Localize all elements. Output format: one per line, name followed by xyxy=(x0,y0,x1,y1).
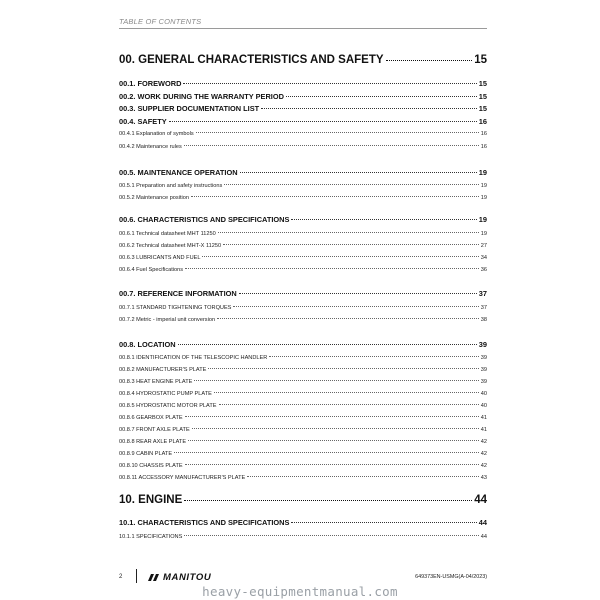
toc-entry-label: 00.7.1 STANDARD TIGHTENING TORQUES xyxy=(119,305,232,311)
toc-dot-leader xyxy=(223,244,479,245)
toc-dot-leader xyxy=(185,464,479,465)
toc-entry-label: 00.8.10 CHASSIS PLATE xyxy=(119,463,183,469)
toc-entry-label: 00.2. WORK DURING THE WARRANTY PERIOD xyxy=(119,92,284,101)
toc-dot-leader xyxy=(208,368,478,369)
toc-entry-label: 00.8.4 HYDROSTATIC PUMP PLATE xyxy=(119,391,212,397)
toc-entry-sub[interactable] xyxy=(119,463,487,469)
toc-entry-sub[interactable] xyxy=(119,195,487,201)
toc-entry-page-number: 15 xyxy=(478,92,487,101)
toc-dot-leader xyxy=(169,121,477,122)
toc-entry-page-number: 19 xyxy=(480,195,487,201)
toc-entry-page-number: 15 xyxy=(474,54,487,66)
toc-dot-leader xyxy=(194,380,478,381)
toc-entry-sub[interactable] xyxy=(119,267,487,273)
toc-entry-page-number: 16 xyxy=(480,144,487,150)
toc-entry-sub[interactable] xyxy=(119,231,487,237)
toc-entry-section[interactable] xyxy=(119,92,487,101)
toc-entry-sub[interactable] xyxy=(119,475,487,481)
toc-entry-sub[interactable] xyxy=(119,379,487,385)
toc-entry-page-number: 16 xyxy=(480,131,487,137)
toc-entry-label: 00.5. MAINTENANCE OPERATION xyxy=(119,168,238,177)
toc-entry-label: 00.6. CHARACTERISTICS AND SPECIFICATIONS xyxy=(119,215,290,224)
toc-entry-page-number: 15 xyxy=(478,79,487,88)
toc-entry-page-number: 37 xyxy=(480,305,487,311)
toc-entry-sub[interactable] xyxy=(119,144,487,150)
toc-entry-sub[interactable] xyxy=(119,183,487,189)
toc-entry-section[interactable] xyxy=(119,518,487,527)
toc-dot-leader xyxy=(233,306,478,307)
toc-entry-label: 00.4. SAFETY xyxy=(119,117,167,126)
toc-entry-sub[interactable] xyxy=(119,534,487,540)
toc-entry-page-number: 19 xyxy=(478,215,487,224)
toc-entry-sub[interactable] xyxy=(119,391,487,397)
toc-entry-page-number: 19 xyxy=(478,168,487,177)
toc-entry-sub[interactable] xyxy=(119,255,487,261)
toc-entry-sub[interactable] xyxy=(119,439,487,445)
toc-entry-sub[interactable] xyxy=(119,427,487,433)
toc-entry-section[interactable] xyxy=(119,215,487,224)
toc-entry-chapter[interactable] xyxy=(119,54,487,66)
toc-dot-leader xyxy=(224,184,479,185)
brand-logo-icon xyxy=(148,574,161,581)
toc-dot-leader xyxy=(214,392,479,393)
toc-entry-label: 00.6.4 Fuel Specifications xyxy=(119,267,184,273)
toc-entry-chapter[interactable] xyxy=(119,494,487,506)
toc-entry-label: 00.8.3 HEAT ENGINE PLATE xyxy=(119,379,193,385)
toc-dot-leader xyxy=(291,219,476,220)
toc-entry-label: 00. GENERAL CHARACTERISTICS AND SAFETY xyxy=(119,54,384,66)
toc-entry-page-number: 39 xyxy=(480,379,487,385)
toc-entry-label: 00.5.2 Maintenance position xyxy=(119,195,189,201)
toc-dot-leader xyxy=(386,60,473,61)
toc-entry-page-number: 39 xyxy=(478,340,487,349)
toc-entry-sub[interactable] xyxy=(119,451,487,457)
toc-entry-section[interactable] xyxy=(119,168,487,177)
toc-entry-page-number: 19 xyxy=(480,231,487,237)
toc-entry-sub[interactable] xyxy=(119,355,487,361)
toc-entry-sub[interactable] xyxy=(119,415,487,421)
toc-entry-sub[interactable] xyxy=(119,243,487,249)
toc-dot-leader xyxy=(196,132,479,133)
toc-entry-page-number: 34 xyxy=(480,255,487,261)
toc-entry-page-number: 42 xyxy=(480,451,487,457)
toc-dot-leader xyxy=(219,404,479,405)
toc-entry-sub[interactable] xyxy=(119,131,487,137)
toc-dot-leader xyxy=(286,96,477,97)
toc-entry-page-number: 19 xyxy=(480,183,487,189)
toc-entry-label: 00.8.2 MANUFACTURER'S PLATE xyxy=(119,367,207,373)
toc-dot-leader xyxy=(269,356,478,357)
toc-entry-page-number: 39 xyxy=(480,367,487,373)
toc-entry-page-number: 40 xyxy=(480,391,487,397)
toc-entry-label: 00.8. LOCATION xyxy=(119,340,176,349)
footer-divider xyxy=(136,569,137,583)
toc-entry-label: 00.7. REFERENCE INFORMATION xyxy=(119,289,237,298)
toc-entry-sub[interactable] xyxy=(119,367,487,373)
toc-entry-label: 00.4.2 Maintenance rules xyxy=(119,144,182,150)
toc-entry-label: 00.6.2 Technical datasheet MHT-X 11250 xyxy=(119,243,222,249)
toc-entry-page-number: 42 xyxy=(480,463,487,469)
toc-entry-page-number: 44 xyxy=(480,534,487,540)
toc-entry-label: 00.6.1 Technical datasheet MHT 11250 xyxy=(119,231,216,237)
toc-dot-leader xyxy=(184,500,472,501)
footer-doc-reference: 649373EN-USMG(A-04/2023) xyxy=(415,574,487,580)
toc-dot-leader xyxy=(185,416,479,417)
toc-entry-label: 00.3. SUPPLIER DOCUMENTATION LIST xyxy=(119,104,260,113)
toc-entry-section[interactable] xyxy=(119,79,487,88)
brand-logo xyxy=(148,572,211,583)
toc-entry-page-number: 40 xyxy=(480,403,487,409)
toc-dot-leader xyxy=(240,172,477,173)
toc-entry-label: 00.4.1 Explanation of symbols xyxy=(119,131,194,137)
toc-dot-leader xyxy=(217,318,479,319)
toc-entry-label: 00.8.8 REAR AXLE PLATE xyxy=(119,439,187,445)
watermark-text: heavy-equipmentmanual.com xyxy=(202,584,398,599)
toc-entry-sub[interactable] xyxy=(119,305,487,311)
toc-entry-page-number: 16 xyxy=(478,117,487,126)
footer-page-number: 2 xyxy=(119,574,123,580)
toc-entry-label: 10. ENGINE xyxy=(119,494,183,506)
toc-entry-page-number: 36 xyxy=(480,267,487,273)
toc-entry-page-number: 37 xyxy=(478,289,487,298)
toc-entry-page-number: 44 xyxy=(474,494,487,506)
toc-dot-leader xyxy=(178,344,477,345)
toc-dot-leader xyxy=(291,522,476,523)
toc-entry-label: 10.1. CHARACTERISTICS AND SPECIFICATIONS xyxy=(119,518,290,527)
toc-entry-section[interactable] xyxy=(119,117,487,126)
toc-entry-section[interactable] xyxy=(119,340,487,349)
toc-entry-page-number: 15 xyxy=(478,104,487,113)
toc-entry-page-number: 27 xyxy=(480,243,487,249)
toc-entry-label: 00.7.2 Metric - imperial unit conversion xyxy=(119,317,216,323)
toc-entry-page-number: 38 xyxy=(480,317,487,323)
toc-dot-leader xyxy=(185,268,479,269)
toc-entry-label: 10.1.1 SPECIFICATIONS xyxy=(119,534,183,540)
toc-entry-page-number: 39 xyxy=(480,355,487,361)
toc-entry-sub[interactable] xyxy=(119,317,487,323)
toc-dot-leader xyxy=(202,256,478,257)
toc-dot-leader xyxy=(184,145,479,146)
toc-entry-label: 00.8.1 IDENTIFICATION OF THE TELESCOPIC HANDLER xyxy=(119,355,268,361)
toc-entry-page-number: 42 xyxy=(480,439,487,445)
toc-dot-leader xyxy=(184,535,478,536)
brand-logo-text: MANITOU xyxy=(163,572,212,583)
toc-entry-label: 00.8.9 CABIN PLATE xyxy=(119,451,173,457)
toc-entry-page-number: 41 xyxy=(480,427,487,433)
toc-dot-leader xyxy=(247,476,479,477)
toc-dot-leader xyxy=(183,83,476,84)
header-title: TABLE OF CONTENTS xyxy=(119,17,202,26)
toc-entry-label: 00.8.11 ACCESSORY MANUFACTURER'S PLATE xyxy=(119,475,246,481)
toc-entry-label: 00.6.3 LUBRICANTS AND FUEL xyxy=(119,255,201,261)
toc-entry-section[interactable] xyxy=(119,104,487,113)
toc-entry-sub[interactable] xyxy=(119,403,487,409)
toc-dot-leader xyxy=(261,108,477,109)
toc-entry-page-number: 41 xyxy=(480,415,487,421)
toc-dot-leader xyxy=(218,232,479,233)
toc-dot-leader xyxy=(188,440,479,441)
toc-dot-leader xyxy=(239,293,477,294)
toc-dot-leader xyxy=(191,196,479,197)
toc-entry-page-number: 44 xyxy=(478,518,487,527)
toc-entry-label: 00.8.5 HYDROSTATIC MOTOR PLATE xyxy=(119,403,217,409)
toc-entry-label: 00.8.7 FRONT AXLE PLATE xyxy=(119,427,190,433)
toc-dot-leader xyxy=(192,428,479,429)
toc-entry-label: 00.1. FOREWORD xyxy=(119,79,182,88)
toc-entry-label: 00.8.6 GEARBOX PLATE xyxy=(119,415,183,421)
toc-entry-page-number: 43 xyxy=(480,475,487,481)
toc-entry-section[interactable] xyxy=(119,289,487,298)
toc-entry-label: 00.5.1 Preparation and safety instructions xyxy=(119,183,223,189)
header-rule xyxy=(119,28,487,29)
toc-dot-leader xyxy=(174,452,479,453)
